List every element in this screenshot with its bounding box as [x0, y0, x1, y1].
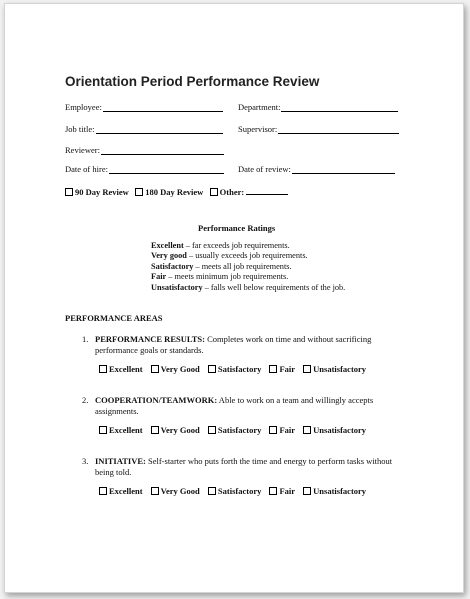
option-label: Satisfactory	[217, 486, 262, 496]
unsatisfactory-checkbox[interactable]	[303, 365, 311, 373]
fair-checkbox[interactable]	[269, 487, 277, 495]
option-label: Unsatisfactory	[313, 425, 367, 435]
date-of-review-line[interactable]	[292, 164, 395, 174]
excellent-checkbox[interactable]	[99, 426, 107, 434]
supervisor-line[interactable]	[278, 124, 399, 134]
option-label: Fair	[279, 425, 296, 435]
option-label: Fair	[279, 364, 296, 374]
job-title-field	[65, 124, 223, 134]
satisfactory-checkbox[interactable]	[208, 487, 216, 495]
job-title-label: Job title:	[65, 124, 95, 134]
review-other-label: Other:	[219, 187, 245, 197]
very-good-checkbox[interactable]	[151, 487, 159, 495]
option-label: Excellent	[109, 425, 143, 435]
excellent-checkbox[interactable]	[99, 365, 107, 373]
employee-line[interactable]	[103, 102, 223, 112]
rating-item: Very good – usually exceeds job requirements.	[151, 251, 308, 261]
very-good-checkbox[interactable]	[151, 365, 159, 373]
review-90-checkbox[interactable]	[65, 188, 73, 196]
option-label: Excellent	[109, 486, 143, 496]
date-of-hire-field	[65, 164, 224, 174]
employee-field	[65, 102, 223, 112]
area-2-options	[99, 425, 372, 435]
option-label: Unsatisfactory	[313, 364, 367, 374]
area-item-number: 3.	[82, 456, 89, 466]
reviewer-field	[65, 145, 224, 155]
area-item-text: INITIATIVE: Self-starter who puts forth the time and energy to perform tasks without being told.	[95, 456, 393, 477]
reviewer-label: Reviewer:	[65, 145, 100, 155]
excellent-checkbox[interactable]	[99, 487, 107, 495]
review-90-label: 90 Day Review	[75, 187, 129, 197]
department-field	[238, 102, 398, 112]
area-3-options	[99, 486, 372, 496]
supervisor-field	[238, 124, 399, 134]
date-of-hire-line[interactable]	[109, 164, 224, 174]
employee-label: Employee:	[65, 102, 102, 112]
rating-item: Fair – meets minimum job requirements.	[151, 272, 289, 282]
fair-checkbox[interactable]	[269, 426, 277, 434]
option-label: Very Good	[160, 425, 200, 435]
date-of-review-label: Date of review:	[238, 164, 291, 174]
rating-item: Unsatisfactory – falls well below requirements of the job.	[151, 282, 346, 292]
very-good-checkbox[interactable]	[151, 426, 159, 434]
option-label: Satisfactory	[217, 425, 262, 435]
department-label: Department:	[238, 102, 281, 112]
review-other-line[interactable]	[246, 186, 288, 195]
reviewer-line[interactable]	[101, 145, 224, 155]
area-item-text: PERFORMANCE RESULTS: Completes work on time and without sacrificing performance goals or standards.	[95, 334, 372, 355]
option-label: Unsatisfactory	[313, 486, 367, 496]
area-item-number: 2.	[82, 395, 89, 405]
area-1-options	[99, 364, 372, 374]
rating-item: Satisfactory – meets all job requirements.	[151, 261, 292, 271]
unsatisfactory-checkbox[interactable]	[303, 426, 311, 434]
option-label: Fair	[279, 486, 296, 496]
satisfactory-checkbox[interactable]	[208, 365, 216, 373]
rating-item: Excellent – far exceeds job requirements.	[151, 241, 290, 250]
review-180-checkbox[interactable]	[135, 188, 143, 196]
ratings-list	[151, 241, 345, 293]
area-item-number: 1.	[82, 334, 89, 344]
supervisor-label: Supervisor:	[238, 124, 278, 134]
option-label: Satisfactory	[217, 364, 262, 374]
document-page	[4, 3, 464, 593]
review-type-row	[65, 186, 288, 197]
option-label: Excellent	[109, 364, 143, 374]
areas-heading: PERFORMANCE AREAS	[65, 313, 163, 323]
page-title: Orientation Period Performance Review	[65, 74, 320, 89]
area-item-text: COOPERATION/TEAMWORK: Able to work on a team and willingly accepts assignments.	[95, 395, 374, 416]
satisfactory-checkbox[interactable]	[208, 426, 216, 434]
option-label: Very Good	[160, 486, 200, 496]
date-of-review-field	[238, 164, 395, 174]
review-other-checkbox[interactable]	[210, 188, 218, 196]
unsatisfactory-checkbox[interactable]	[303, 487, 311, 495]
ratings-heading: Performance Ratings	[198, 223, 276, 233]
department-line[interactable]	[281, 102, 398, 112]
date-of-hire-label: Date of hire:	[65, 164, 108, 174]
fair-checkbox[interactable]	[269, 365, 277, 373]
review-180-label: 180 Day Review	[145, 187, 204, 197]
job-title-line[interactable]	[96, 124, 223, 134]
option-label: Very Good	[160, 364, 200, 374]
